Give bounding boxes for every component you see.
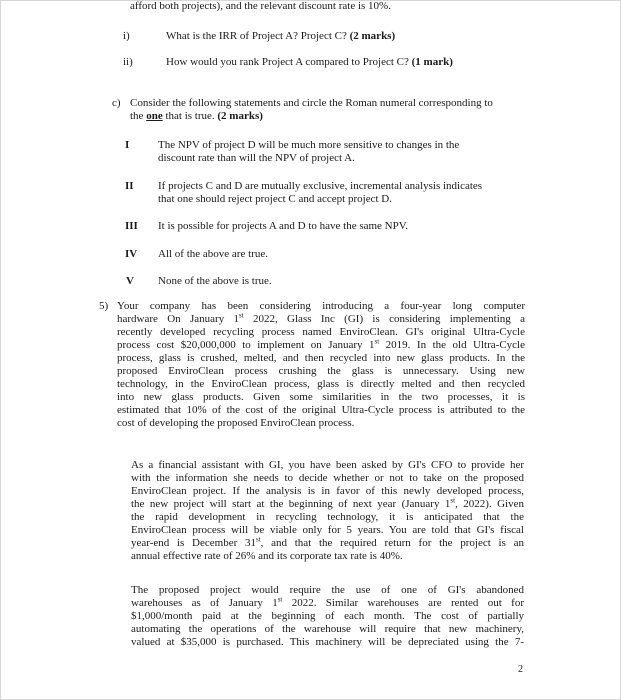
part-c-line2 [130, 110, 263, 123]
p2-line4-sup: st [450, 496, 456, 505]
p3-line2-a: warehouses as of January 1 [131, 597, 278, 609]
p2-line2: with the information she needs to decide whether or not to take on the proposed [131, 472, 524, 484]
p3-line4: automating the operations of the warehouse will require that new machinery, [131, 623, 524, 635]
statement-1-line1: The NPV of project D will be much more sensitive to changes in the [158, 139, 460, 151]
q5-line2-b: 2022, Glass Inc (GI) is considering implementing a [243, 313, 525, 325]
q5-line4-b: 2019. In the old Ultra-Cycle [379, 339, 525, 351]
subq-2 [166, 56, 453, 69]
p2-line4-a: the new project will start at the beginning of next year (January 1 [131, 498, 451, 510]
statement-1-line2: discount rate than will the NPV of project A. [158, 152, 355, 164]
q5-line7: technology, in the EnviroClean process, glass is directly melted and then recycled [117, 378, 525, 390]
p2-line6: EnviroClean process will be viable only for 5 years. You are told that GI's fiscal [131, 524, 524, 536]
part-c-the: the [130, 110, 144, 122]
part-c-post: that is true. [165, 110, 215, 122]
p2-line4 [131, 498, 524, 511]
page-number: 2 [518, 664, 523, 675]
q5-line4-sup: st [374, 337, 380, 346]
q5-line4 [117, 339, 525, 352]
subq-1-marks: (2 marks) [349, 30, 396, 42]
q5-line5: process, glass is crushed, melted, and then recycled into new glass products. In the [117, 352, 525, 364]
part-c-line1: Consider the following statements and circle the Roman numeral corresponding to [130, 97, 493, 109]
subq-2-num: ii) [123, 56, 133, 68]
q5-label: 5) [99, 300, 109, 312]
q5-line3: recently developed recycling process named EnviroClean. GI's original Ultra-Cycle [117, 326, 525, 338]
p2-line4-b: , 2022). Given [455, 498, 525, 510]
p3-line3: $1,000/month paid at the beginning of each month. The cost of partially [131, 610, 524, 622]
subq-2-text: How would you rank Project A compared to Project C? [166, 56, 409, 68]
q5-line2-sup: st [239, 311, 244, 320]
statement-5-num: V [126, 275, 134, 287]
part-c-one: one [146, 110, 163, 122]
q5-line2 [117, 313, 525, 326]
subq-1 [166, 30, 395, 43]
statement-3-num: III [125, 220, 138, 232]
p2-line8: annual effective rate of 26% and its corporate tax rate is 40%. [131, 550, 403, 562]
q5-line1: Your company has been considering introducing a four-year long computer [117, 300, 525, 312]
statement-1-num: I [125, 139, 130, 151]
q5-line10: cost of developing the proposed EnviroClean process. [117, 417, 355, 429]
p3-line2-b: 2022. Similar warehouses are rented out for [282, 597, 524, 609]
p3-line2-sup: st [277, 595, 283, 604]
q5-line9: estimated that 10% of the cost of the original Ultra-Cycle process is attributed to the [117, 404, 525, 416]
p2-line3: EnviroClean project. If the analysis is in favor of this newly developed process, [131, 485, 524, 497]
subq-1-num: i) [123, 30, 130, 42]
statement-4-line1: All of the above are true. [158, 248, 268, 260]
p2-line7-b: , and that the required return for the project is an [260, 537, 524, 549]
p2-line1: As a financial assistant with GI, you have been asked by GI's CFO to provide her [131, 459, 524, 471]
top-fragment: afford both projects), and the relevant discount rate is 10%. [130, 0, 391, 12]
subq-2-marks: (1 mark) [411, 56, 453, 68]
p2-line5: the rapid development in recycling technology, it is anticipated that the [131, 511, 524, 523]
statement-3-line1: It is possible for projects A and D to have the same NPV. [158, 220, 409, 232]
p3-line2 [131, 597, 524, 610]
q5-line6: proposed EnviroClean process crushing the glass is unnecessary. Using new [117, 365, 525, 377]
q5-line8: into new glass products. Given some similarities in the two processes, it is [117, 391, 525, 403]
p3-line1: The proposed project would require the use of one of GI's abandoned [131, 584, 524, 596]
p3-line5: valued at $35,000 is purchased. This machinery will be depreciated using the 7- [131, 636, 524, 648]
p2-line7-a: year-end is December 31 [131, 537, 256, 549]
part-c-label: c) [112, 97, 121, 109]
q5-line2-a: hardware On January 1 [117, 313, 240, 325]
statement-5-line1: None of the above is true. [158, 275, 272, 287]
p2-line7-sup: st [255, 535, 261, 544]
statement-4-num: IV [125, 248, 138, 260]
part-c-marks: (2 marks) [217, 110, 263, 122]
statement-2-line1: If projects C and D are mutually exclusive, incremental analysis indicates [158, 180, 483, 192]
statement-2-num: II [125, 180, 134, 192]
statement-2-line2: that one should reject project C and accept project D. [158, 193, 392, 205]
p2-line7 [131, 537, 524, 550]
q5-line4-a: process cost $20,000,000 to implement on January 1 [117, 339, 375, 351]
subq-1-text: What is the IRR of Project A? Project C? [166, 30, 347, 42]
